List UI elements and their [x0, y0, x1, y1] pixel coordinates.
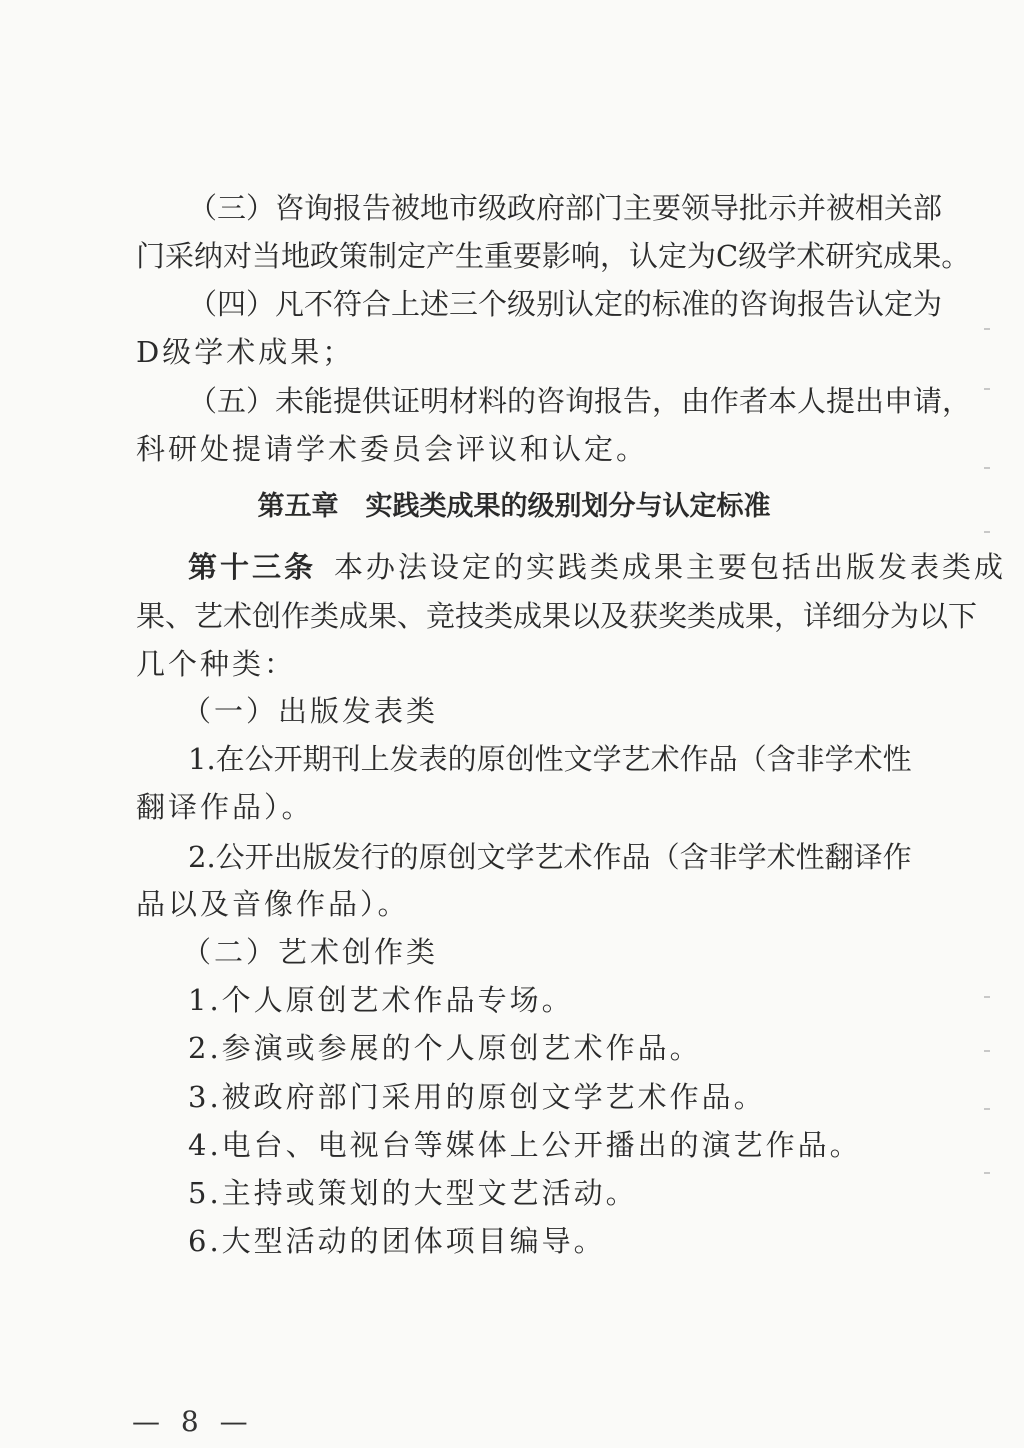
section5-line1: （五）未能提供证明材料的咨询报告，由作者本人提出申请， — [188, 384, 972, 418]
section4-line1: （四）凡不符合上述三个级别认定的标准的咨询报告认定为 — [188, 287, 943, 321]
category2-item-1: 1.个人原创艺术作品专场。 — [188, 983, 574, 1017]
category1-item1-line2: 翻译作品）。 — [136, 790, 314, 824]
scan-mark — [984, 1050, 990, 1052]
scan-mark — [984, 328, 990, 330]
category1-item2-line1: 2.公开出版发行的原创文学艺术作品（含非学术性翻译作 — [188, 840, 912, 874]
scan-mark — [984, 388, 990, 390]
article13-label: 第十三条 — [188, 550, 317, 584]
category2-item-2: 2.参演或参展的个人原创艺术作品。 — [188, 1031, 702, 1065]
scan-mark — [984, 531, 990, 533]
scan-mark — [984, 1108, 990, 1110]
page-number: — 8 — — [132, 1405, 254, 1438]
category1-item1-line1: 1.在公开期刊上发表的原创性文学艺术作品（含非学术性 — [188, 742, 912, 776]
chapter-heading: 第五章 实践类成果的级别划分与认定标准 — [257, 491, 771, 522]
article13-line2: 果、艺术创作类成果、竞技类成果以及获奖类成果，详细分为以下 — [136, 599, 978, 633]
category2-item-3: 3.被政府部门采用的原创文学艺术作品。 — [188, 1080, 766, 1114]
scan-mark — [984, 467, 990, 469]
section3-line2: 门采纳对当地政策制定产生重要影响，认定为C级学术研究成果。 — [136, 239, 971, 273]
section5-line2: 科研处提请学术委员会评议和认定。 — [136, 432, 649, 466]
category1-item2-line2: 品以及音像作品）。 — [136, 887, 410, 921]
category1-title: （一）出版发表类 — [182, 694, 439, 728]
category2-title: （二）艺术创作类 — [182, 935, 439, 969]
article13-line1 — [188, 547, 1007, 587]
category2-item-5: 5.主持或策划的大型文艺活动。 — [188, 1176, 638, 1210]
article13-line1-text: 本办法设定的实践类成果主要包括出版发表类成 — [334, 550, 1007, 584]
section3-line1: （三）咨询报告被地市级政府部门主要领导批示并被相关部 — [188, 191, 943, 225]
category2-item-6: 6.大型活动的团体项目编导。 — [188, 1224, 606, 1258]
section4-line2: D级学术成果； — [136, 335, 355, 369]
scan-mark — [984, 996, 990, 998]
category2-item-4: 4.电台、电视台等媒体上公开播出的演艺作品。 — [188, 1128, 862, 1162]
article13-line3: 几个种类： — [136, 647, 297, 681]
scan-mark — [984, 1172, 990, 1174]
